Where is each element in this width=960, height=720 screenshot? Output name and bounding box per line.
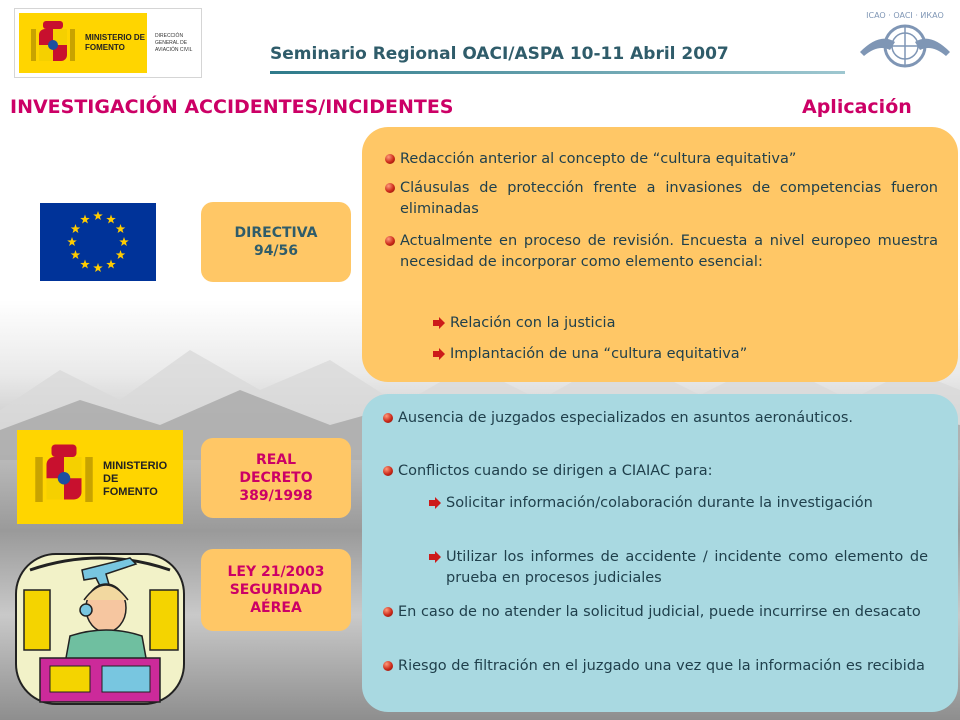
eu-flag-icon bbox=[40, 203, 156, 281]
ministry-logo bbox=[17, 430, 183, 524]
list-item: Ausencia de juzgados especializados en asuntos aeronáuticos. bbox=[398, 408, 928, 429]
ministry-header-logo bbox=[14, 8, 202, 78]
directiva-box bbox=[362, 127, 958, 382]
section-subtitle: Aplicación bbox=[802, 96, 912, 118]
bullet-icon bbox=[385, 154, 395, 164]
list-item: En caso de no atender la solicitud judicial, puede incurrirse en desacato bbox=[398, 602, 928, 623]
arrow-bullet-icon bbox=[433, 348, 445, 360]
bullet-icon bbox=[385, 183, 395, 193]
list-item: Riesgo de filtración en el juzgado una vez que la información es recibida bbox=[398, 656, 928, 677]
tag-real-decreto bbox=[201, 438, 351, 518]
list-subitem: Utilizar los informes de accidente / incidente como elemento de prueba en procesos judiciales bbox=[446, 547, 928, 589]
header-divider bbox=[270, 71, 845, 74]
coat-of-arms-icon bbox=[29, 437, 99, 517]
bullet-icon bbox=[383, 413, 393, 423]
list-item: Conflictos cuando se dirigen a CIAIAC para: bbox=[398, 461, 928, 482]
bullet-icon bbox=[383, 607, 393, 617]
arrow-bullet-icon bbox=[429, 551, 441, 563]
tag-real-decreto-label: REAL DECRETO 389/1998 bbox=[239, 452, 313, 504]
list-item: Redacción anterior al concepto de “cultura equitativa” bbox=[400, 149, 940, 170]
icao-logo-icon bbox=[850, 6, 960, 84]
tag-ley bbox=[201, 549, 351, 631]
list-subitem: Relación con la justicia bbox=[450, 313, 930, 334]
list-item: Cláusulas de protección frente a invasiones de competencias fueron eliminadas bbox=[400, 178, 938, 220]
bullet-icon bbox=[383, 661, 393, 671]
legislacion-box bbox=[362, 394, 958, 712]
list-subitem: Implantación de una “cultura equitativa” bbox=[450, 344, 930, 365]
arrow-bullet-icon bbox=[429, 497, 441, 509]
ministry-logo-yellow bbox=[19, 13, 147, 73]
tag-directiva-label: DIRECTIVA 94/56 bbox=[234, 225, 318, 259]
seminar-title: Seminario Regional OACI/ASPA 10-11 Abril 2007 bbox=[270, 44, 729, 64]
list-subitem: Solicitar información/colaboración durante la investigación bbox=[446, 493, 928, 514]
arrow-bullet-icon bbox=[433, 317, 445, 329]
ministry-logo-text: MINISTERIO DE FOMENTO bbox=[103, 460, 168, 498]
bullet-icon bbox=[385, 236, 395, 246]
tag-directiva bbox=[201, 202, 351, 282]
bullet-icon bbox=[383, 466, 393, 476]
coat-of-arms-icon bbox=[25, 15, 81, 71]
tag-ley-label: LEY 21/2003 SEGURIDAD AÉREA bbox=[227, 564, 325, 616]
icao-logo-text: ICAO · OACI · ИКАО bbox=[866, 11, 944, 20]
air-traffic-controller-illustration bbox=[10, 540, 190, 712]
section-title: INVESTIGACIÓN ACCIDENTES/INCIDENTES bbox=[10, 96, 454, 118]
list-item: Actualmente en proceso de revisión. Encuesta a nivel europeo muestra necesidad de incorporar como elemento esencial: bbox=[400, 231, 938, 273]
direction-general-text: DIRECCIÓN GENERAL DE AVIACIÓN CIVIL bbox=[155, 33, 193, 53]
ministry-logo-text: MINISTERIO DE FOMENTO bbox=[85, 33, 146, 52]
